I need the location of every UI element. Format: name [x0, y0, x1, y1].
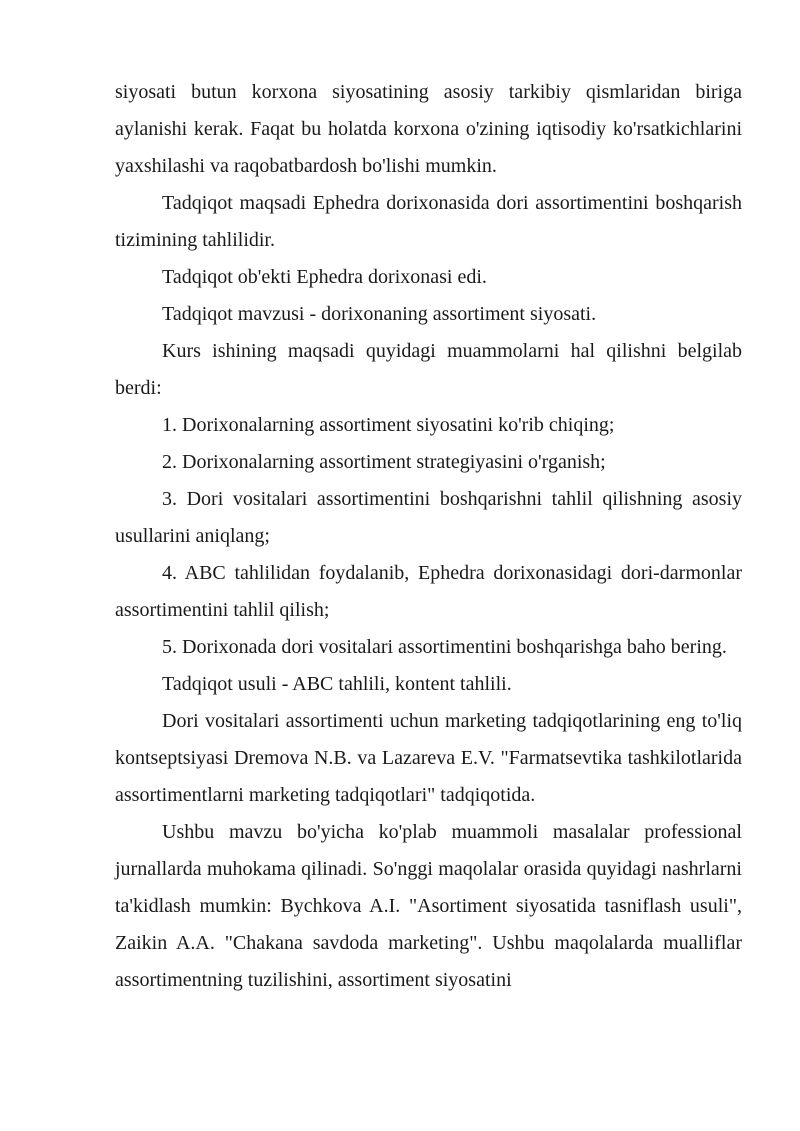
document-page [115, 74, 742, 999]
paragraph-literature: Ushbu mavzu bo'yicha ko'plab muammoli masalalar professional jurnallarda muhokama qilinadi. So'nggi maqolalar orasida quyidagi nashrlarni ta'kidlash mumkin: Bychkova A.I. "Asortiment siyosatida tasniflash usuli", Zaikin A.A. "Chakana savdoda marketing". Ushbu maqolalarda mualliflar assortimentning tuzilishini, assortiment siyosatini [115, 821, 742, 991]
list-item-5: 5. Dorixonada dori vositalari assortimentini boshqarishga baho bering. [162, 636, 727, 658]
list-item-3: 3. Dori vositalari assortimentini boshqarishni tahlil qilishning asosiy usullarini aniqlang; [115, 488, 742, 547]
paragraph-research-goal: Tadqiqot maqsadi Ephedra dorixonasida dori assortimentini boshqarish tizimining tahlilidir. [115, 192, 742, 251]
list-item-1: 1. Dorixonalarning assortiment siyosatini ko'rib chiqing; [162, 414, 615, 436]
list-item-4: 4. ABC tahlilidan foydalanib, Ephedra dorixonasidagi dori-darmonlar assortimentini tahlil qilish; [115, 562, 742, 621]
paragraph-course-aim: Kurs ishining maqsadi quyidagi muammolarni hal qilishni belgilab berdi: [115, 340, 742, 399]
paragraph-research-subject: Tadqiqot mavzusi - dorixonaning assortiment siyosati. [162, 303, 597, 325]
paragraph-concept: Dori vositalari assortimenti uchun marketing tadqiqotlarining eng to'liq kontseptsiyasi Dremova N.B. va Lazareva E.V. "Farmatsevtika tashkilotlarida assortimentlarni marketing tadqiqotlari" tadqiqotida. [115, 710, 742, 806]
paragraph-continuation: siyosati butun korxona siyosatining asosiy tarkibiy qismlaridan biriga aylanishi kerak. Faqat bu holatda korxona o'zining iqtisodiy ko'rsatkichlarini yaxshilashi va raqobatbardosh bo'lishi mumkin. [115, 81, 742, 177]
paragraph-research-method: Tadqiqot usuli - ABC tahlili, kontent tahlili. [162, 673, 512, 695]
list-item-2: 2. Dorixonalarning assortiment strategiyasini o'rganish; [162, 451, 606, 473]
paragraph-research-object: Tadqiqot ob'ekti Ephedra dorixonasi edi. [162, 266, 487, 288]
